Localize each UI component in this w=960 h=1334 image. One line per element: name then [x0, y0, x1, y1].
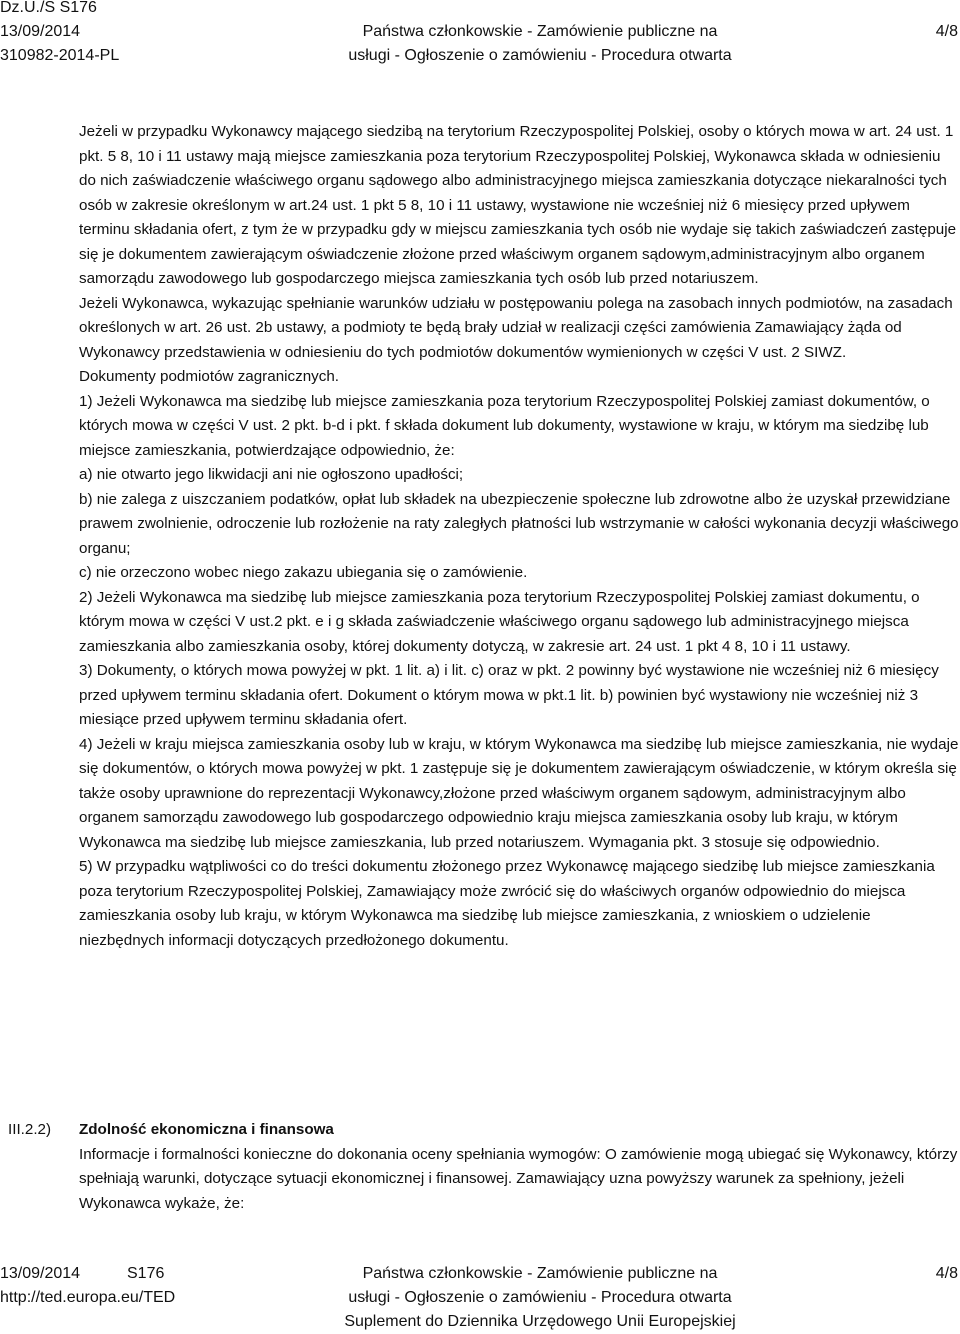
paragraph-point-3: 3) Dokumenty, o których mowa powyżej w pkt. 1 lit. a) i lit. c) oraz w pkt. 2 powinny być wystawione nie wcześniej niż 6 miesięcy przed upływem terminu składania ofert. Dokument o którym mowa w pkt.1 lit. b) powinien być wystawiony nie wcześniej niż 3 miesiące przed upływem terminu składania ofert. — [79, 662, 939, 728]
paragraph-point-2: 2) Jeżeli Wykonawca ma siedzibę lub miejsce zamieszkania poza terytorium Rzeczypospolitej Polskiej zamiast dokumentu, o którym mowa w części V ust.2 pkt. e i g składa zaświadczenie właściwego organu sądowego lub administracyjnego miejsca zamieszkania albo zamieszkania osoby, której dokumenty dotyczą, w zakresie art. 24 ust. 1 pkt 4 8, 10 i 11 ustawy. — [79, 588, 920, 655]
paragraph-point-1a: a) nie otwarto jego likwidacji ani nie ogłoszono upadłości; — [79, 466, 464, 483]
paragraph-point-1c: c) nie orzeczono wobec niego zakazu ubiegania się o zamówienie. — [79, 564, 528, 581]
paragraph-point-1b: b) nie zalega z uiszczaniem podatków, opłat lub składek na ubezpieczenie społeczne lub zdrowotne albo że uzyskał przewidziane prawem zwolnienie, odroczenie lub rozłożenie na raty zaległych płatności lub wstrzymanie w całości wykonania decyzji właściwego organu; — [79, 490, 959, 557]
section-number: III.2.2) — [8, 1121, 52, 1138]
footer-supplement: Suplement do Dziennika Urzędowego Unii Europejskiej — [344, 1313, 736, 1330]
footer-date: 13/09/2014 — [0, 1265, 81, 1282]
footer-issue: S176 — [127, 1265, 165, 1282]
paragraph-point-4: 4) Jeżeli w kraju miejsca zamieszkania osoby lub w kraju, w którym Wykonawca ma siedzibę lub miejsce zamieszkania, nie wydaje się dokumentów, o których mowa powyżej w pkt. 1 zastępuje się je dokumentem zawierającym oświadczenie, w którym określa się także osoby uprawnione do reprezentacji Wykonawcy,złożone przed właściwym organem sądowym, administracyjnym albo organem samorządu zawodowego lub gospodarczego odpowiednio kraju miejsca zamieszkania osoby lub kraju, w którym Wykonawca ma siedzibę lub miejsce zamieszkania, lub przed notariuszem. Wymagania pkt. 3 stosuje się odpowiednio. — [79, 735, 959, 851]
footer-title-line2: usługi - Ogłoszenie o zamówieniu - Procedura otwarta — [348, 1289, 732, 1306]
footer-title-line1: Państwa członkowskie - Zamówienie publiczne na — [362, 1265, 718, 1282]
footer-page-number: 4/8 — [935, 1265, 958, 1282]
paragraph-other-entities: Jeżeli Wykonawca, wykazując spełnianie warunków udziału w postępowaniu polega na zasobach innych podmiotów, na zasadach określonych w art. 26 ust. 2b ustawy, a podmioty te będą brały udział w realizacji części zamówienia Zamawiający żąda od Wykonawcy przedstawienia w odniesieniu do tych podmiotów dokumentów wymienionych w części V ust. 2 SIWZ. — [79, 294, 953, 361]
journal-reference: Dz.U./S S176 — [0, 0, 97, 16]
notice-id: 310982-2014-PL — [0, 47, 120, 64]
paragraph-point-5: 5) W przypadku wątpliwości co do treści dokumentu złożonego przez Wykonawcę mającego siedzibę lub miejsce zamieszkania poza terytorium Rzeczypospolitej Polskiej, Zamawiający może zwrócić się do właściwych organów odpowiednio do miejsca zamieszkania osoby lub kraju, w którym Wykonawca ma siedzibę lub miejsce zamieszkania, z wnioskiem o udzielenie niezbędnych informacji dotyczących przedłożonego dokumentu. — [79, 858, 935, 949]
paragraph-foreign-persons: Jeżeli w przypadku Wykonawcy mającego siedzibą na terytorium Rzeczypospolitej Polskiej, osoby o których mowa w art. 24 ust. 1 pkt. 5 8, 10 i 11 ustawy mają miejsce zamieszkania poza terytorium Rzeczypospolitej Polskiej, Wykonawca składa w odniesieniu do nich zaświadczenie właściwego organu sądowego albo administracyjnego miejsca zamieszkania dotyczące niekaralności tych osób w zakresie określonym w art.24 ust. 1 pkt 5 8, 10 i 11 ustawy, wystawione nie wcześniej niż 6 miesięcy przed upływem terminu składania ofert, z tym że w przypadku gdy w miejscu zamieszkania tych osób nie wydaje się takich zaświadczeń zastępuje się je dokumentem zawierającym oświadczenie złożone przed właściwym organem sądowym,administracyjnym albo organem samorządu zawodowego lub gospodarczego miejsca zamieszkania tych osób lub przed notariuszem. — [79, 123, 957, 287]
section-text: Informacje i formalności konieczne do dokonania oceny spełniania wymogów: O zamówienie mogą ubiegać się Wykonawcy, którzy spełniają warunki, dotyczące sytuacji ekonomicznej i finansowej. Zamawiający uzna powyższy warunek za spełniony, jeżeli Wykonawca wykaże, że: — [79, 1145, 958, 1212]
paragraph-point-1: 1) Jeżeli Wykonawca ma siedzibę lub miejsce zamieszkania poza terytorium Rzeczypospolitej Polskiej zamiast dokumentów, o których mowa w części V ust. 2 pkt. b-d i pkt. f składa dokument lub dokumenty, wystawione w kraju, w którym ma siedzibę lub miejsce zamieszkania, potwierdzające odpowiednio, że: — [79, 392, 930, 459]
header-title-line2: usługi - Ogłoszenie o zamówieniu - Procedura otwarta — [348, 47, 732, 64]
header-date: 13/09/2014 — [0, 23, 81, 40]
document-body — [79, 120, 959, 953]
footer-url: http://ted.europa.eu/TED — [0, 1289, 176, 1306]
header-title-line1: Państwa członkowskie - Zamówienie publiczne na — [362, 23, 718, 40]
header-page-number: 4/8 — [935, 23, 958, 40]
section-block — [79, 1118, 959, 1216]
section-title: Zdolność ekonomiczna i finansowa — [79, 1121, 334, 1138]
paragraph-foreign-docs-heading: Dokumenty podmiotów zagranicznych. — [79, 368, 339, 385]
